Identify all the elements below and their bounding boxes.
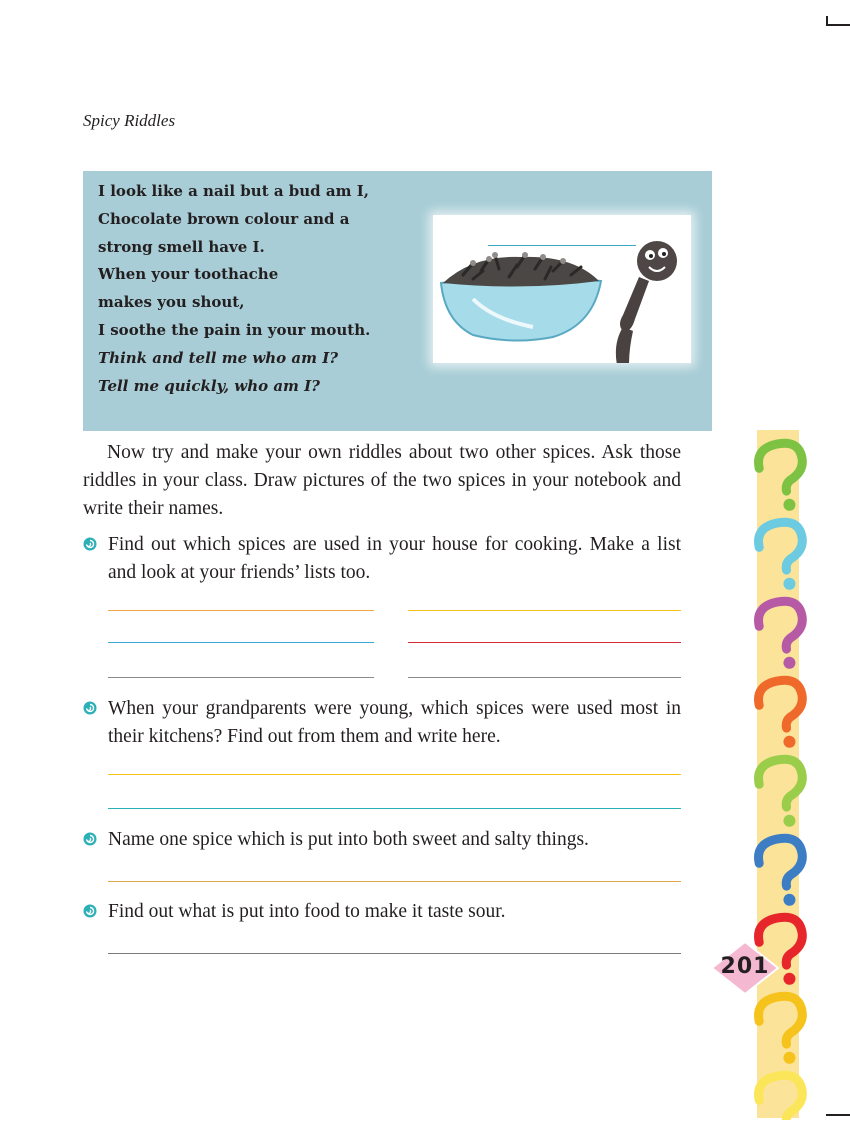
answer-line[interactable]	[108, 610, 374, 611]
answer-line[interactable]	[108, 808, 681, 809]
page-number: 201	[720, 954, 770, 979]
task-sour-taste: Find out what is put into food to make it taste sour.	[108, 901, 506, 922]
crop-mark-top-right-vertical	[826, 16, 828, 25]
question-mark-icon	[755, 756, 812, 832]
answer-line[interactable]	[408, 642, 681, 643]
question-mark-icon	[755, 835, 812, 911]
riddle-text	[98, 178, 370, 400]
riddle-line: Chocolate brown colour and a	[98, 209, 350, 228]
clove-illustration	[433, 215, 691, 363]
riddle-line: strong smell have I.	[98, 237, 265, 256]
riddle-line: I look like a nail but a bud am I,	[98, 182, 369, 200]
bowl-of-cloves-icon	[433, 215, 691, 363]
swirl-bullet-icon	[83, 701, 97, 715]
answer-line[interactable]	[108, 642, 374, 643]
crop-mark-bottom-right	[826, 1114, 850, 1116]
answer-line[interactable]	[408, 677, 681, 678]
question-mark-icon	[755, 1072, 812, 1120]
question-mark-icon	[755, 519, 812, 595]
page-number-badge	[710, 940, 780, 996]
question-mark-icon	[755, 993, 812, 1069]
riddle-line: When your toothache	[98, 265, 279, 284]
task-grandparents-spices: When your grandparents were young, which spices were used most in their kitchens? Find out from them and write here.	[108, 698, 681, 747]
answer-line[interactable]	[108, 774, 681, 775]
intro-paragraph: Now try and make your own riddles about two other spices. Ask those riddles in your class. Draw pictures of the two spices in your notebook and write their names.	[83, 442, 681, 519]
answer-line[interactable]	[108, 677, 374, 678]
riddle-line: I soothe the pain in your mouth.	[98, 320, 371, 339]
answer-line[interactable]	[408, 610, 681, 611]
answer-line[interactable]	[108, 953, 681, 954]
crop-mark-top-right	[826, 24, 850, 26]
riddle-line: makes you shout,	[98, 293, 245, 312]
running-head: Spicy Riddles	[83, 111, 176, 130]
swirl-bullet-icon	[83, 537, 97, 551]
riddle-question-line: Think and tell me who am I?	[98, 348, 339, 367]
task-find-spices: Find out which spices are used in your house for cooking. Make a list and look at your friends’ lists too.	[108, 534, 681, 583]
question-mark-icon	[755, 598, 812, 674]
question-mark-icon	[755, 440, 812, 516]
task-sweet-salty-spice: Name one spice which is put into both sweet and salty things.	[108, 829, 589, 850]
answer-line[interactable]	[108, 881, 681, 882]
question-marks-decoration	[740, 430, 820, 1120]
riddle-question-line: Tell me quickly, who am I?	[98, 376, 320, 395]
swirl-bullet-icon	[83, 904, 97, 918]
question-mark-icon	[755, 677, 812, 753]
riddle-box	[83, 171, 712, 431]
swirl-bullet-icon	[83, 832, 97, 846]
